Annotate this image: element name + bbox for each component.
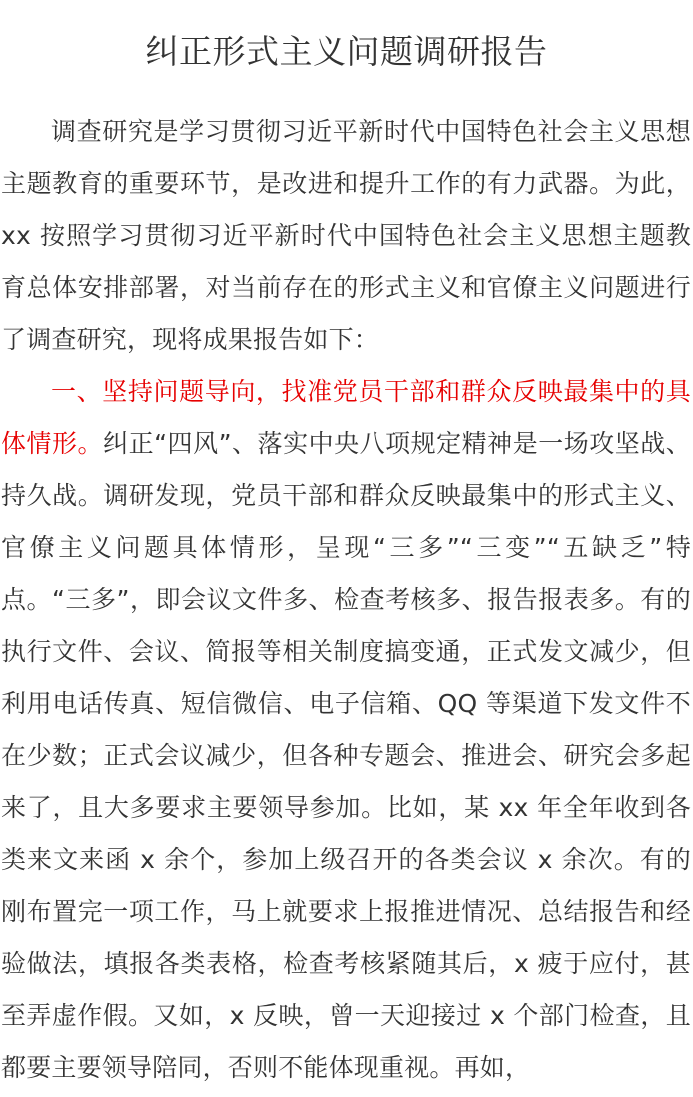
section-1-heading: 一、坚持问题导向，找准党员干部和群众反映最集中的具体情形。	[1, 377, 691, 458]
section-1-paragraph	[1, 366, 691, 1094]
intro-paragraph: 调查研究是学习贯彻习近平新时代中国特色社会主义思想主题教育的重要环节，是改进和提升工作的有力武器。为此，xx 按照学习贯彻习近平新时代中国特色社会主义思想主题教育总体安排部署，对当前存在的形式主义和官僚主义问题进行了调查研究，现将成果报告如下：	[1, 117, 691, 354]
section-1-text: 纠正“四风”、落实中央八项规定精神是一场攻坚战、持久战。调研发现，党员干部和群众反映最集中的形式主义、官僚主义问题具体情形，呈现“三多”“三变”“五缺乏”特点。“三多”，即会议文件多、检查考核多、报告报表多。有的执行文件、会议、简报等相关制度搞变通，正式发文减少，但利用电话传真、短信微信、电子信箱、QQ 等渠道下发文件不在少数；正式会议减少，但各种专题会、推进会、研究会多起来了，且大多要求主要领导参加。比如，某 xx 年全年收到各类来文来函 x 余个，参加上级召开的各类会议 x 余次。有的刚布置完一项工作，马上就要求上报推进情况、总结报告和经验做法，填报各类表格，检查考核紧随其后，x 疲于应付，甚至弄虚作假。又如，x 反映，曾一天迎接过 x 个部门检查，且都要主要领导陪同，否则不能体现重视。再如，	[1, 429, 691, 1082]
document-title: 纠正形式主义问题调研报告	[145, 32, 548, 71]
document-body	[0, 106, 693, 1094]
